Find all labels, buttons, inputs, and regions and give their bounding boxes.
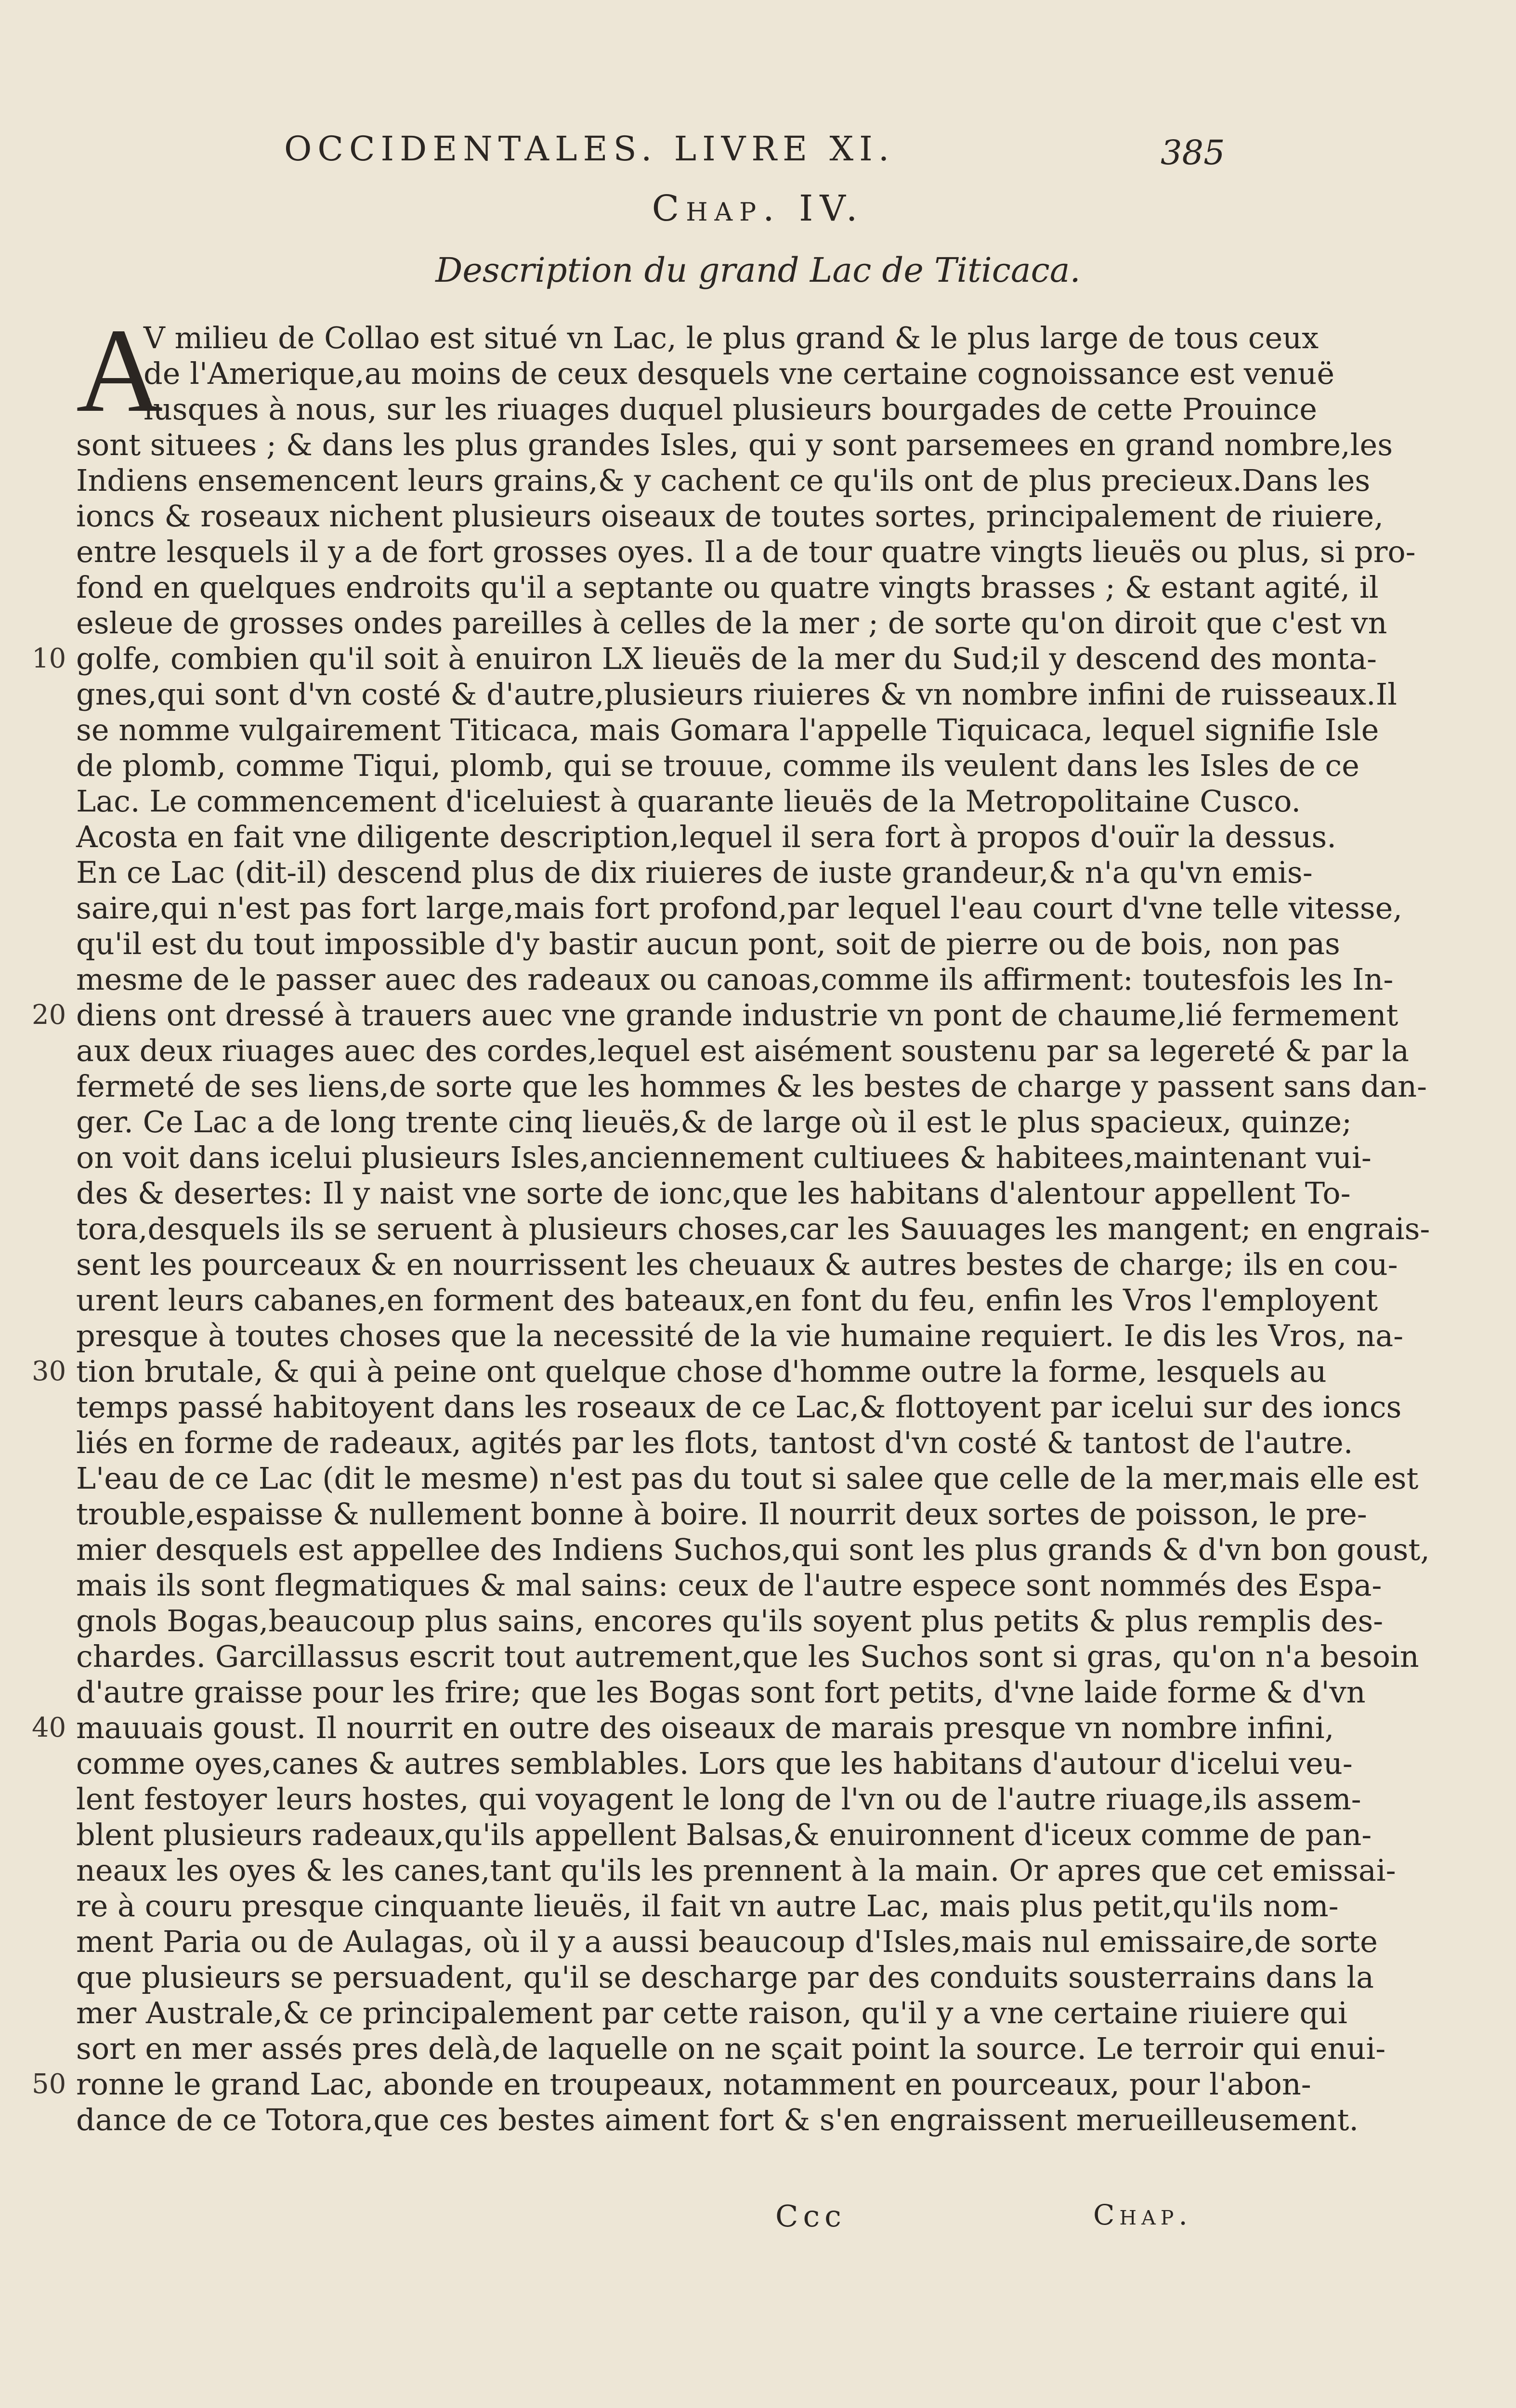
page-number: 385 bbox=[1161, 133, 1225, 172]
text-line: trouble,espaisse & nullement bonne à boire. Il nourrit deux sortes de poisson, le pre- bbox=[76, 1496, 1367, 1531]
text-line: de plomb, comme Tiqui, plomb, qui se trouue, comme ils veulent dans les Isles de ce bbox=[76, 748, 1359, 783]
text-line: urent leurs cabanes,en forment des bateaux,en font du feu, enfin les Vros l'employent bbox=[76, 1283, 1378, 1318]
text-line: qu'il est du tout impossible d'y bastir aucun pont, soit de pierre ou de bois, non pas bbox=[76, 926, 1340, 961]
text-line: liés en forme de radeaux, agités par les flots, tantost d'vn costé & tantost de l'autre. bbox=[76, 1425, 1353, 1460]
text-line: neaux les oyes & les canes,tant qu'ils les prennent à la main. Or apres que cet emissai- bbox=[76, 1853, 1396, 1888]
margin-line-number: 20 bbox=[32, 999, 66, 1031]
chapter-title: Chap. IV. bbox=[652, 188, 864, 229]
chapter-subtitle: Description du grand Lac de Titicaca. bbox=[435, 250, 1081, 290]
text-line: diens ont dressé à trauers auec vne grande industrie vn pont de chaume,lié fermement bbox=[76, 997, 1398, 1033]
text-line: tion brutale, & qui à peine ont quelque chose d'homme outre la forme, lesquels au bbox=[76, 1354, 1327, 1389]
text-line: on voit dans icelui plusieurs Isles,anciennement cultiuees & habitees,maintenant vui- bbox=[76, 1140, 1372, 1175]
text-line: Lac. Le commencement d'iceluiest à quarante lieuës de la Metropolitaine Cusco. bbox=[76, 784, 1301, 819]
text-line: mesme de le passer auec des radeaux ou canoas,comme ils affirment: toutesfois les In- bbox=[76, 962, 1394, 997]
text-line: golfe, combien qu'il soit à enuiron LX lieuës de la mer du Sud;il y descend des monta- bbox=[76, 641, 1377, 676]
drop-cap: A bbox=[76, 304, 163, 437]
body-text bbox=[0, 304, 1516, 2199]
text-line: comme oyes,canes & autres semblables. Lors que les habitans d'autour d'icelui veu- bbox=[76, 1746, 1353, 1781]
text-line: d'autre graisse pour les frire; que les Bogas sont fort petits, d'vne laide forme & d'vn bbox=[76, 1675, 1366, 1710]
signature-mark: Chap. bbox=[1093, 2199, 1192, 2231]
text-line: gnes,qui sont d'vn costé & d'autre,plusieurs riuieres & vn nombre infini de ruisseaux.Il bbox=[76, 677, 1398, 712]
text-line: fermeté de ses liens,de sorte que les hommes & les bestes de charge y passent sans dan- bbox=[76, 1069, 1427, 1104]
text-line: saire,qui n'est pas fort large,mais fort profond,par lequel l'eau court d'vne telle vitesse, bbox=[76, 890, 1403, 926]
text-line: chardes. Garcillassus escrit tout autrement,que les Suchos sont si gras, qu'on n'a besoin bbox=[76, 1639, 1419, 1674]
margin-line-number: 10 bbox=[32, 643, 66, 674]
text-line: lent festoyer leurs hostes, qui voyagent le long de l'vn ou de l'autre riuage,ils assem- bbox=[76, 1781, 1361, 1817]
text-line: mauuais goust. Il nourrit en outre des oiseaux de marais presque vn nombre infini, bbox=[76, 1710, 1334, 1745]
text-line: sont situees ; & dans les plus grandes Isles, qui y sont parsemees en grand nombre,les bbox=[76, 427, 1393, 462]
text-line: dance de ce Totora,que ces bestes aiment fort & s'en engraissent merueilleusement. bbox=[76, 2102, 1359, 2137]
text-line: iusques à nous, sur les riuages duquel plusieurs bourgades de cette Prouince bbox=[144, 392, 1317, 427]
text-line: aux deux riuages auec des cordes,lequel est aisément soustenu par sa legereté & par la bbox=[76, 1033, 1409, 1068]
margin-line-number: 40 bbox=[32, 1712, 66, 1743]
text-line: ger. Ce Lac a de long trente cinq lieuës,& de large où il est le plus spacieux, quinze; bbox=[76, 1104, 1352, 1139]
text-line: de l'Amerique,au moins de ceux desquels vne certaine cognoissance est venuë bbox=[144, 356, 1335, 391]
text-line: ment Paria ou de Aulagas, où il y a aussi beaucoup d'Isles,mais nul emissaire,de sorte bbox=[76, 1924, 1378, 1959]
text-line: Indiens ensemencent leurs grains,& y cachent ce qu'ils ont de plus precieux.Dans les bbox=[76, 463, 1371, 498]
text-line: blent plusieurs radeaux,qu'ils appellent Balsas,& enuironnent d'iceux comme de pan- bbox=[76, 1817, 1372, 1852]
margin-line-number: 30 bbox=[32, 1356, 66, 1387]
text-line: En ce Lac (dit-il) descend plus de dix riuieres de iuste grandeur,& n'a qu'vn emis- bbox=[76, 855, 1313, 890]
text-line: se nomme vulgairement Titicaca, mais Gomara l'appelle Tiquicaca, lequel signifie Isle bbox=[76, 712, 1379, 747]
running-title: OCCIDENTALES. LIVRE XI. bbox=[284, 129, 895, 169]
text-line: mer Australe,& ce principalement par cette raison, qu'il y a vne certaine riuiere qui bbox=[76, 1995, 1347, 2030]
text-line: gnols Bogas,beaucoup plus sains, encores qu'ils soyent plus petits & plus remplis des- bbox=[76, 1603, 1384, 1638]
text-line: esleue de grosses ondes pareilles à celles de la mer ; de sorte qu'on diroit que c'est vn bbox=[76, 605, 1387, 641]
text-line: temps passé habitoyent dans les roseaux de ce Lac,& flottoyent par icelui sur des ioncs bbox=[76, 1389, 1402, 1425]
text-line: ronne le grand Lac, abonde en troupeaux, notamment en pourceaux, pour l'abon- bbox=[76, 2067, 1311, 2102]
catchword: Ccc bbox=[775, 2199, 846, 2234]
margin-line-number: 50 bbox=[32, 2068, 66, 2100]
text-line: presque à toutes choses que la necessité de la vie humaine requiert. Ie dis les Vros, na- bbox=[76, 1318, 1404, 1353]
text-line: sort en mer assés pres delà,de laquelle on ne sçait point la source. Le terroir qui enui- bbox=[76, 2031, 1386, 2066]
text-line: L'eau de ce Lac (dit le mesme) n'est pas du tout si salee que celle de la mer,mais elle est bbox=[76, 1461, 1419, 1496]
text-line: sent les pourceaux & en nourrissent les cheuaux & autres bestes de charge; ils en cou- bbox=[76, 1247, 1398, 1282]
text-line: V milieu de Collao est situé vn Lac, le plus grand & le plus large de tous ceux bbox=[144, 320, 1319, 355]
text-line: mais ils sont flegmatiques & mal sains: ceux de l'autre espece sont nommés des Espa- bbox=[76, 1568, 1382, 1603]
text-line: mier desquels est appellee des Indiens Suchos,qui sont les plus grands & d'vn bon goust, bbox=[76, 1532, 1430, 1567]
text-line: fond en quelques endroits qu'il a septante ou quatre vingts brasses ; & estant agité, il bbox=[76, 570, 1379, 605]
text-line: ioncs & roseaux nichent plusieurs oiseaux de toutes sortes, principalement de riuiere, bbox=[76, 498, 1384, 534]
text-line: Acosta en fait vne diligente description,lequel il sera fort à propos d'ouïr la dessus. bbox=[76, 819, 1336, 854]
text-line: des & desertes: Il y naist vne sorte de ionc,que les habitans d'alentour appellent To- bbox=[76, 1176, 1351, 1211]
text-line: entre lesquels il y a de fort grosses oyes. Il a de tour quatre vingts lieuës ou plus, si pro- bbox=[76, 534, 1416, 569]
text-line: que plusieurs se persuadent, qu'il se descharge par des conduits sousterrains dans la bbox=[76, 1960, 1374, 1995]
text-line: tora,desquels ils se seruent à plusieurs choses,car les Sauuages les mangent; en engrais- bbox=[76, 1211, 1430, 1246]
text-line: re à couru presque cinquante lieuës, il fait vn autre Lac, mais plus petit,qu'ils nom- bbox=[76, 1888, 1339, 1924]
